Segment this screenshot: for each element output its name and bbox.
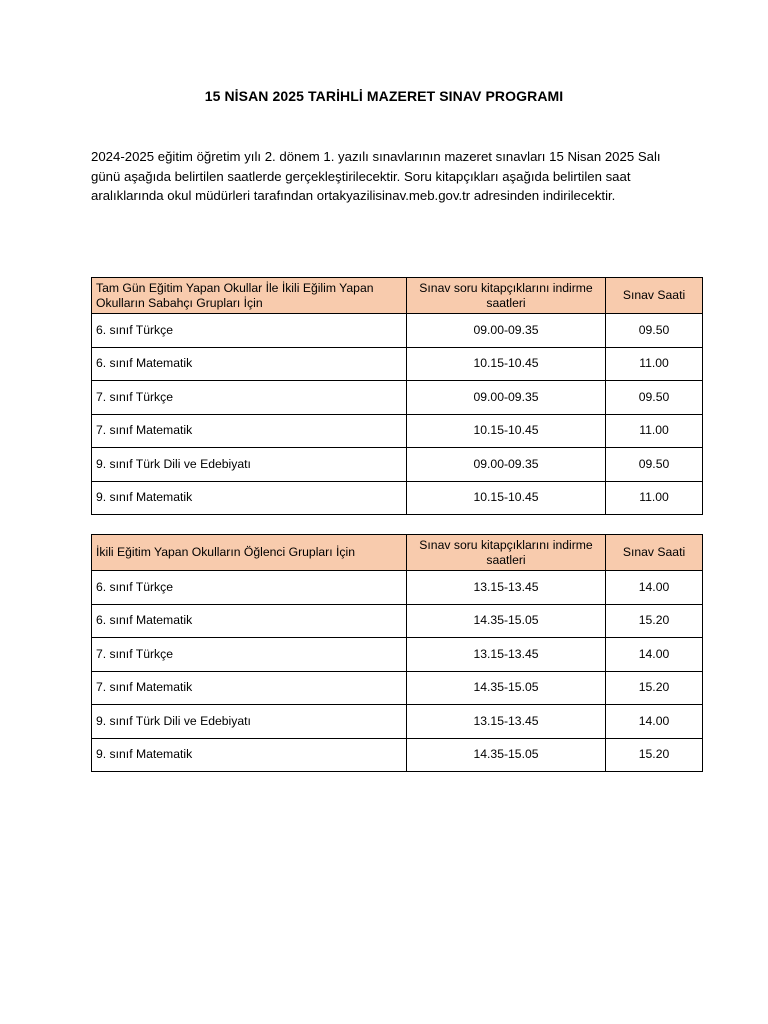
schedule-table-afternoon (91, 534, 703, 772)
subject-cell: 9. sınıf Matematik (92, 481, 407, 515)
download-time-cell: 14.35-15.05 (407, 671, 606, 705)
header-download-times: Sınav soru kitapçıklarını indirme saatleri (407, 535, 606, 571)
subject-cell: 9. sınıf Türk Dili ve Edebiyatı (92, 448, 407, 482)
download-time-cell: 10.15-10.45 (407, 347, 606, 381)
exam-time-cell: 15.20 (606, 604, 703, 638)
page-title: 15 NİSAN 2025 TARİHLİ MAZERET SINAV PROGRAMI (204, 88, 564, 104)
table-row (92, 571, 703, 605)
table-row (92, 381, 703, 415)
exam-time-cell: 14.00 (606, 638, 703, 672)
header-group: İkili Eğitim Yapan Okulların Öğlenci Grupları İçin (92, 535, 407, 571)
header-exam-time: Sınav Saati (606, 535, 703, 571)
table-row (92, 414, 703, 448)
exam-time-cell: 11.00 (606, 347, 703, 381)
table-row (92, 604, 703, 638)
subject-cell: 9. sınıf Türk Dili ve Edebiyatı (92, 705, 407, 739)
table-row (92, 638, 703, 672)
schedule-table-morning (91, 277, 703, 515)
exam-time-cell: 14.00 (606, 705, 703, 739)
download-time-cell: 13.15-13.45 (407, 638, 606, 672)
subject-cell: 7. sınıf Türkçe (92, 638, 407, 672)
download-time-cell: 10.15-10.45 (407, 481, 606, 515)
download-time-cell: 13.15-13.45 (407, 705, 606, 739)
exam-time-cell: 11.00 (606, 481, 703, 515)
header-group: Tam Gün Eğitim Yapan Okullar İle İkili Eğilim Yapan Okulların Sabahçı Grupları İçin (92, 278, 407, 314)
table-row (92, 347, 703, 381)
header-exam-time: Sınav Saati (606, 278, 703, 314)
subject-cell: 7. sınıf Türkçe (92, 381, 407, 415)
table-row (92, 481, 703, 515)
subject-cell: 6. sınıf Türkçe (92, 314, 407, 348)
subject-cell: 6. sınıf Matematik (92, 347, 407, 381)
exam-time-cell: 15.20 (606, 738, 703, 772)
download-time-cell: 13.15-13.45 (407, 571, 606, 605)
exam-time-cell: 15.20 (606, 671, 703, 705)
exam-time-cell: 09.50 (606, 314, 703, 348)
exam-time-cell: 11.00 (606, 414, 703, 448)
table-row (92, 705, 703, 739)
download-time-cell: 10.15-10.45 (407, 414, 606, 448)
table-header-row (92, 535, 703, 571)
table-header-row (92, 278, 703, 314)
subject-cell: 7. sınıf Matematik (92, 671, 407, 705)
subject-cell: 6. sınıf Türkçe (92, 571, 407, 605)
download-time-cell: 09.00-09.35 (407, 381, 606, 415)
table-row (92, 738, 703, 772)
download-time-cell: 14.35-15.05 (407, 604, 606, 638)
subject-cell: 9. sınıf Matematik (92, 738, 407, 772)
intro-paragraph: 2024-2025 eğitim öğretim yılı 2. dönem 1. yazılı sınavlarının mazeret sınavları 15 Nisan 2025 Salı günü aşağıda belirtilen saatlerde gerçekleştirilecektir. Soru kitapçıkları aşağıda belirtilen saat aralıklarında okul müdürleri tarafından ortakyazilisinav.meb.gov.tr adresinden indirilecektir. (91, 149, 661, 203)
exam-time-cell: 09.50 (606, 448, 703, 482)
subject-cell: 7. sınıf Matematik (92, 414, 407, 448)
download-time-cell: 09.00-09.35 (407, 448, 606, 482)
table-row (92, 314, 703, 348)
table-row (92, 448, 703, 482)
exam-time-cell: 14.00 (606, 571, 703, 605)
download-time-cell: 09.00-09.35 (407, 314, 606, 348)
table-row (92, 671, 703, 705)
download-time-cell: 14.35-15.05 (407, 738, 606, 772)
header-download-times: Sınav soru kitapçıklarını indirme saatleri (407, 278, 606, 314)
exam-time-cell: 09.50 (606, 381, 703, 415)
subject-cell: 6. sınıf Matematik (92, 604, 407, 638)
